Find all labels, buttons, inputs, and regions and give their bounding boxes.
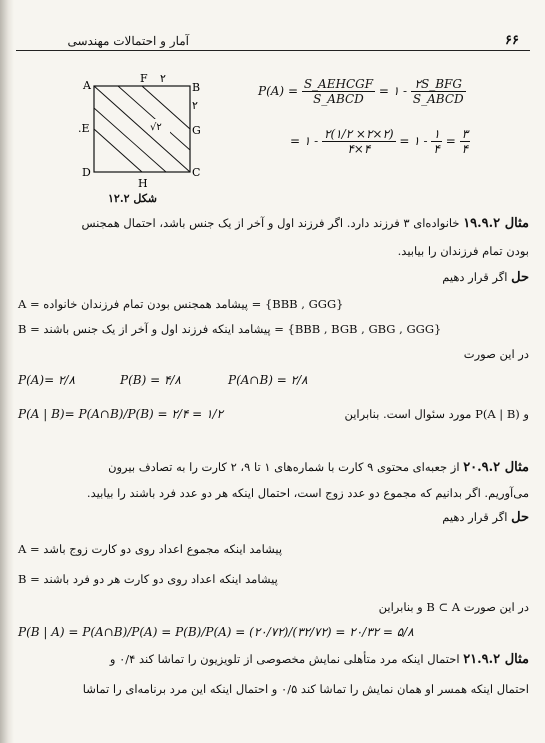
label-top-two: ۲ <box>160 72 166 85</box>
fraction-area-ratio <box>302 77 375 106</box>
label-root-two: √۲ <box>150 122 162 133</box>
fraction-num: ۱ <box>433 127 440 141</box>
figure-caption: شکل ۱۲.۲ <box>108 192 158 205</box>
label-e: .E <box>78 122 90 135</box>
fraction-den: ۴×۴ <box>347 142 371 156</box>
diagonal-ac <box>94 86 190 172</box>
formula-top-line1 <box>258 77 466 106</box>
example-21-label: مثال ۲۱.۹.۲ <box>463 652 529 667</box>
example-20-formula: P(B | A) = P(A∩B)/P(A) = P(B)/P(A) = (۲۰/۷۲)/(۳۲/۷۲) = ۲۰/۳۲ = ۵/۸ <box>18 625 414 639</box>
segment-eh <box>94 129 142 172</box>
example-19-label: مثال ۱۹.۹.۲ <box>463 216 529 231</box>
prob-a: P(A)= ۲/۸ <box>18 373 75 387</box>
example-20-line2: می‌آوریم. اگر بدانیم که مجموع دو عدد زوج است، احتمال اینکه هر دو عدد فرد باشند را بیابید. <box>86 486 529 500</box>
label-f: F <box>140 72 148 85</box>
example-20-text: از جعبه‌ای محتوی ۹ کارت با شماره‌های ۱ تا ۹، ۲ کارت را به تصادف بیرون <box>108 460 460 474</box>
example-20-solution <box>442 510 529 525</box>
fraction-num: S_AEHCGF <box>303 77 374 91</box>
header-rule <box>16 50 530 51</box>
example-21-line1 <box>110 652 529 667</box>
fraction-result <box>460 127 470 156</box>
formula-lead: = ۱ - <box>290 134 319 148</box>
example-19-line2: بودن تمام فرزندان را بیابید. <box>397 244 529 258</box>
example-19-text: خانواده‌ای ۳ فرزند دارد. اگر فرزند اول و آخر از یک جنس باشد، احتمال همجنس <box>81 216 460 230</box>
label-h: H <box>138 177 148 190</box>
example-19-line1 <box>19 216 529 231</box>
example-19-then: در این صورت <box>463 347 529 361</box>
solution-label: حل <box>511 270 529 285</box>
example-19-event-a: A = پیشامد همجنس بودن تمام فرزندان خانواده = {BBB , GGG} <box>18 297 344 311</box>
example-20-event-a: A = پیشامد اینکه مجموع اعداد روی دو کارت زوج باشد <box>18 542 283 556</box>
fraction-num: ۲(۱/۲ ×۲×۲) <box>324 127 394 141</box>
solution-text: اگر قرار دهیم <box>442 510 508 524</box>
solution-text: اگر قرار دهیم <box>442 270 508 284</box>
formula-mid: = ۱ - <box>378 84 408 98</box>
solution-label: حل <box>511 510 529 525</box>
prob-a-and-b: P(A∩B) = ۲/۸ <box>228 373 308 387</box>
label-a: A <box>83 79 91 92</box>
binding-shadow <box>0 0 14 743</box>
example-19-cond-text: و P(A | B) مورد سئوال است. بنابراین <box>344 407 529 421</box>
example-20-then: در این صورت B ⊂ A و بنابراین <box>378 600 529 614</box>
fraction-den: S_ABCD <box>412 92 464 106</box>
label-c: C <box>192 166 201 179</box>
formula-mid2: = ۱ - <box>399 134 428 148</box>
fraction-den: ۴ <box>461 142 469 156</box>
example-19-cond-formula: P(A | B)= P(A∩B)/P(B) = ۲/۴ = ۱/۲ <box>18 407 223 421</box>
running-title: آمار و احتمالات مهندسی <box>67 34 189 48</box>
prob-b: P(B) = ۴/۸ <box>120 373 181 387</box>
label-g: G <box>192 124 201 137</box>
fraction-triangle-ratio <box>411 77 466 106</box>
example-21-line2: احتمال اینکه همسر او همان نمایش را تماشا کند ۰/۵ و احتمال اینکه این مرد برنامه‌ای را تماشا <box>82 682 529 696</box>
label-b: B <box>192 81 201 94</box>
example-19-solution <box>442 270 529 285</box>
example-19-event-b: B = پیشامد اینکه فرزند اول و آخر از یک جنس باشند = {BBB , BGB , GBG , GGG} <box>18 322 442 336</box>
formula-eq: = <box>287 84 298 98</box>
example-21-text: احتمال اینکه مرد متأهلی نمایش مخصوصی از تلویزیون را تماشا کند ۰/۴ و <box>109 652 460 666</box>
page-number: ۶۶ <box>505 33 519 48</box>
label-right-two: ۲ <box>192 99 198 112</box>
fraction-den: ۴ <box>433 142 440 156</box>
fraction-computation <box>322 127 396 156</box>
example-20-event-b: B = پیشامد اینکه اعداد روی دو کارت هر دو فرد باشند <box>18 572 278 586</box>
square-figure <box>78 68 208 200</box>
formula-lhs: P(A) <box>258 84 285 98</box>
fraction-den: S_ABCD <box>313 92 364 106</box>
example-20-label: مثال ۲۰.۹.۲ <box>463 460 529 475</box>
example-20-line1 <box>108 460 529 475</box>
fraction-quarter <box>431 127 441 156</box>
label-d: D <box>82 166 91 179</box>
formula-eq2: = <box>445 134 456 148</box>
formula-top-line2 <box>290 127 470 156</box>
fraction-num: ۲S_BFG <box>411 77 466 92</box>
fraction-num: ۳ <box>461 127 469 141</box>
